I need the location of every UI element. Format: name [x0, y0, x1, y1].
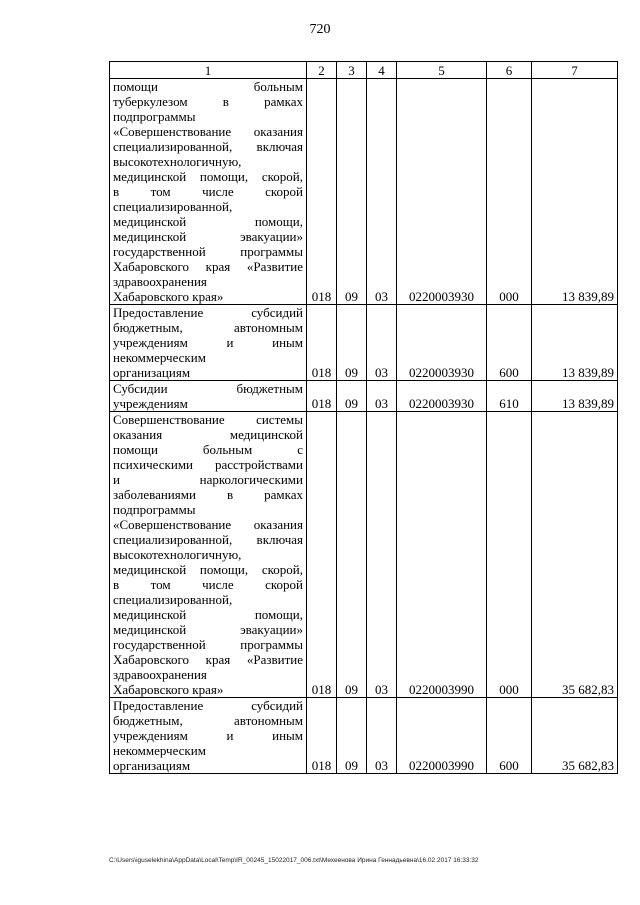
table-row: [110, 381, 618, 412]
subsection-code-cell: 03: [367, 412, 397, 698]
section-code-cell: 09: [337, 412, 367, 698]
column-header: 6: [487, 62, 532, 79]
expense-name-cell: [110, 412, 307, 698]
header-row: [110, 62, 618, 79]
subsection-code-cell: 03: [367, 79, 397, 305]
expense-name-line: подпрограммы: [113, 502, 196, 517]
section-code-cell: 09: [337, 698, 367, 774]
expense-name-line: учреждениям и иным: [113, 335, 303, 350]
column-header: 4: [367, 62, 397, 79]
ministry-code-cell: 018: [307, 305, 337, 381]
page-number: 720: [309, 22, 331, 37]
expense-name-line: медицинской эвакуации»: [113, 622, 303, 637]
file-path-footer: C:\Users\iguselekhina\AppData\Local\Temp\IR_00245_15022017_006.txt\Мехеенова Ирина Геннадьевна\16.02.2017 16:33:32: [109, 857, 479, 864]
amount-cell: 13 839,89: [532, 381, 618, 412]
expense-name-line: подпрограммы: [113, 109, 196, 124]
subsection-code-cell: 03: [367, 381, 397, 412]
expense-name-line: Хабаровского края»: [113, 682, 224, 697]
expense-name-line: оказания медицинской: [113, 427, 303, 442]
table-row: [110, 305, 618, 381]
expense-name-line: организациям: [113, 758, 191, 773]
subsection-code-cell: 03: [367, 698, 397, 774]
expense-name-line: высокотехнологичную,: [113, 154, 242, 169]
expense-name-line: медицинской эвакуации»: [113, 229, 303, 244]
expense-name-line: некоммерческим: [113, 350, 206, 365]
expense-name-line: и наркологическими: [113, 472, 303, 487]
column-header: 3: [337, 62, 367, 79]
expense-name-line: некоммерческим: [113, 743, 206, 758]
section-code-cell: 09: [337, 381, 367, 412]
expense-name-line: медицинской помощи,: [113, 214, 303, 229]
column-header: 5: [397, 62, 487, 79]
amount-cell: 13 839,89: [532, 305, 618, 381]
target-article-cell: 0220003990: [397, 412, 487, 698]
expense-name-line: медицинской помощи, скорой,: [113, 562, 303, 577]
expense-name-line: помощи больным с: [113, 442, 303, 457]
expense-name-line: Хабаровского края «Развитие: [113, 652, 303, 667]
expense-name-line: здравоохранения: [113, 667, 207, 682]
column-header: 1: [110, 62, 307, 79]
expense-name-line: Хабаровского края «Развитие: [113, 259, 303, 274]
expense-name-line: бюджетным, автономным: [113, 713, 303, 728]
ministry-code-cell: 018: [307, 381, 337, 412]
expense-name-line: туберкулезом в рамках: [113, 94, 303, 109]
expense-name-line: здравоохранения: [113, 274, 207, 289]
amount-cell: 13 839,89: [532, 79, 618, 305]
expense-name-line: медицинской помощи, скорой,: [113, 169, 303, 184]
expense-name-line: «Совершенствование оказания: [113, 517, 303, 532]
table-row: [110, 412, 618, 698]
expense-name-cell: [110, 698, 307, 774]
expense-name-line: Субсидии бюджетным: [113, 381, 303, 396]
expense-name-cell: [110, 381, 307, 412]
expense-name-cell: [110, 79, 307, 305]
expense-name-line: бюджетным, автономным: [113, 320, 303, 335]
expense-type-cell: 000: [487, 79, 532, 305]
expense-name-line: государственной программы: [113, 637, 303, 652]
column-header: 7: [532, 62, 618, 79]
expense-type-cell: 000: [487, 412, 532, 698]
section-code-cell: 09: [337, 305, 367, 381]
expense-name-line: высокотехнологичную,: [113, 547, 242, 562]
expense-name-line: Предоставление субсидий: [113, 698, 303, 713]
expense-name-line: медицинской помощи,: [113, 607, 303, 622]
expense-name-line: в том числе скорой: [113, 577, 303, 592]
expense-name-line: Предоставление субсидий: [113, 305, 303, 320]
expense-name-line: государственной программы: [113, 244, 303, 259]
section-code-cell: 09: [337, 79, 367, 305]
expense-name-line: психическими расстройствами: [113, 457, 303, 472]
target-article-cell: 0220003930: [397, 79, 487, 305]
expense-name-line: помощи больным: [113, 79, 303, 94]
ministry-code-cell: 018: [307, 412, 337, 698]
expense-name-line: специализированной, включая: [113, 532, 303, 547]
expense-type-cell: 610: [487, 381, 532, 412]
expense-name-line: учреждениям: [113, 396, 188, 411]
target-article-cell: 0220003930: [397, 305, 487, 381]
expense-type-cell: 600: [487, 305, 532, 381]
expense-name-line: Хабаровского края»: [113, 289, 224, 304]
expense-name-line: специализированной,: [113, 199, 233, 214]
expense-name-line: Совершенствование системы: [113, 412, 303, 427]
table-row: [110, 698, 618, 774]
amount-cell: 35 682,83: [532, 698, 618, 774]
expense-type-cell: 600: [487, 698, 532, 774]
target-article-cell: 0220003990: [397, 698, 487, 774]
expense-name-cell: [110, 305, 307, 381]
expense-name-line: учреждениям и иным: [113, 728, 303, 743]
budget-table: [109, 61, 618, 774]
ministry-code-cell: 018: [307, 698, 337, 774]
amount-cell: 35 682,83: [532, 412, 618, 698]
expense-name-line: специализированной,: [113, 592, 233, 607]
expense-name-line: специализированной, включая: [113, 139, 303, 154]
target-article-cell: 0220003930: [397, 381, 487, 412]
expense-name-line: «Совершенствование оказания: [113, 124, 303, 139]
column-header: 2: [307, 62, 337, 79]
ministry-code-cell: 018: [307, 79, 337, 305]
expense-name-line: в том числе скорой: [113, 184, 303, 199]
subsection-code-cell: 03: [367, 305, 397, 381]
expense-name-line: заболеваниями в рамках: [113, 487, 303, 502]
table-row: [110, 79, 618, 305]
expense-name-line: организациям: [113, 365, 191, 380]
